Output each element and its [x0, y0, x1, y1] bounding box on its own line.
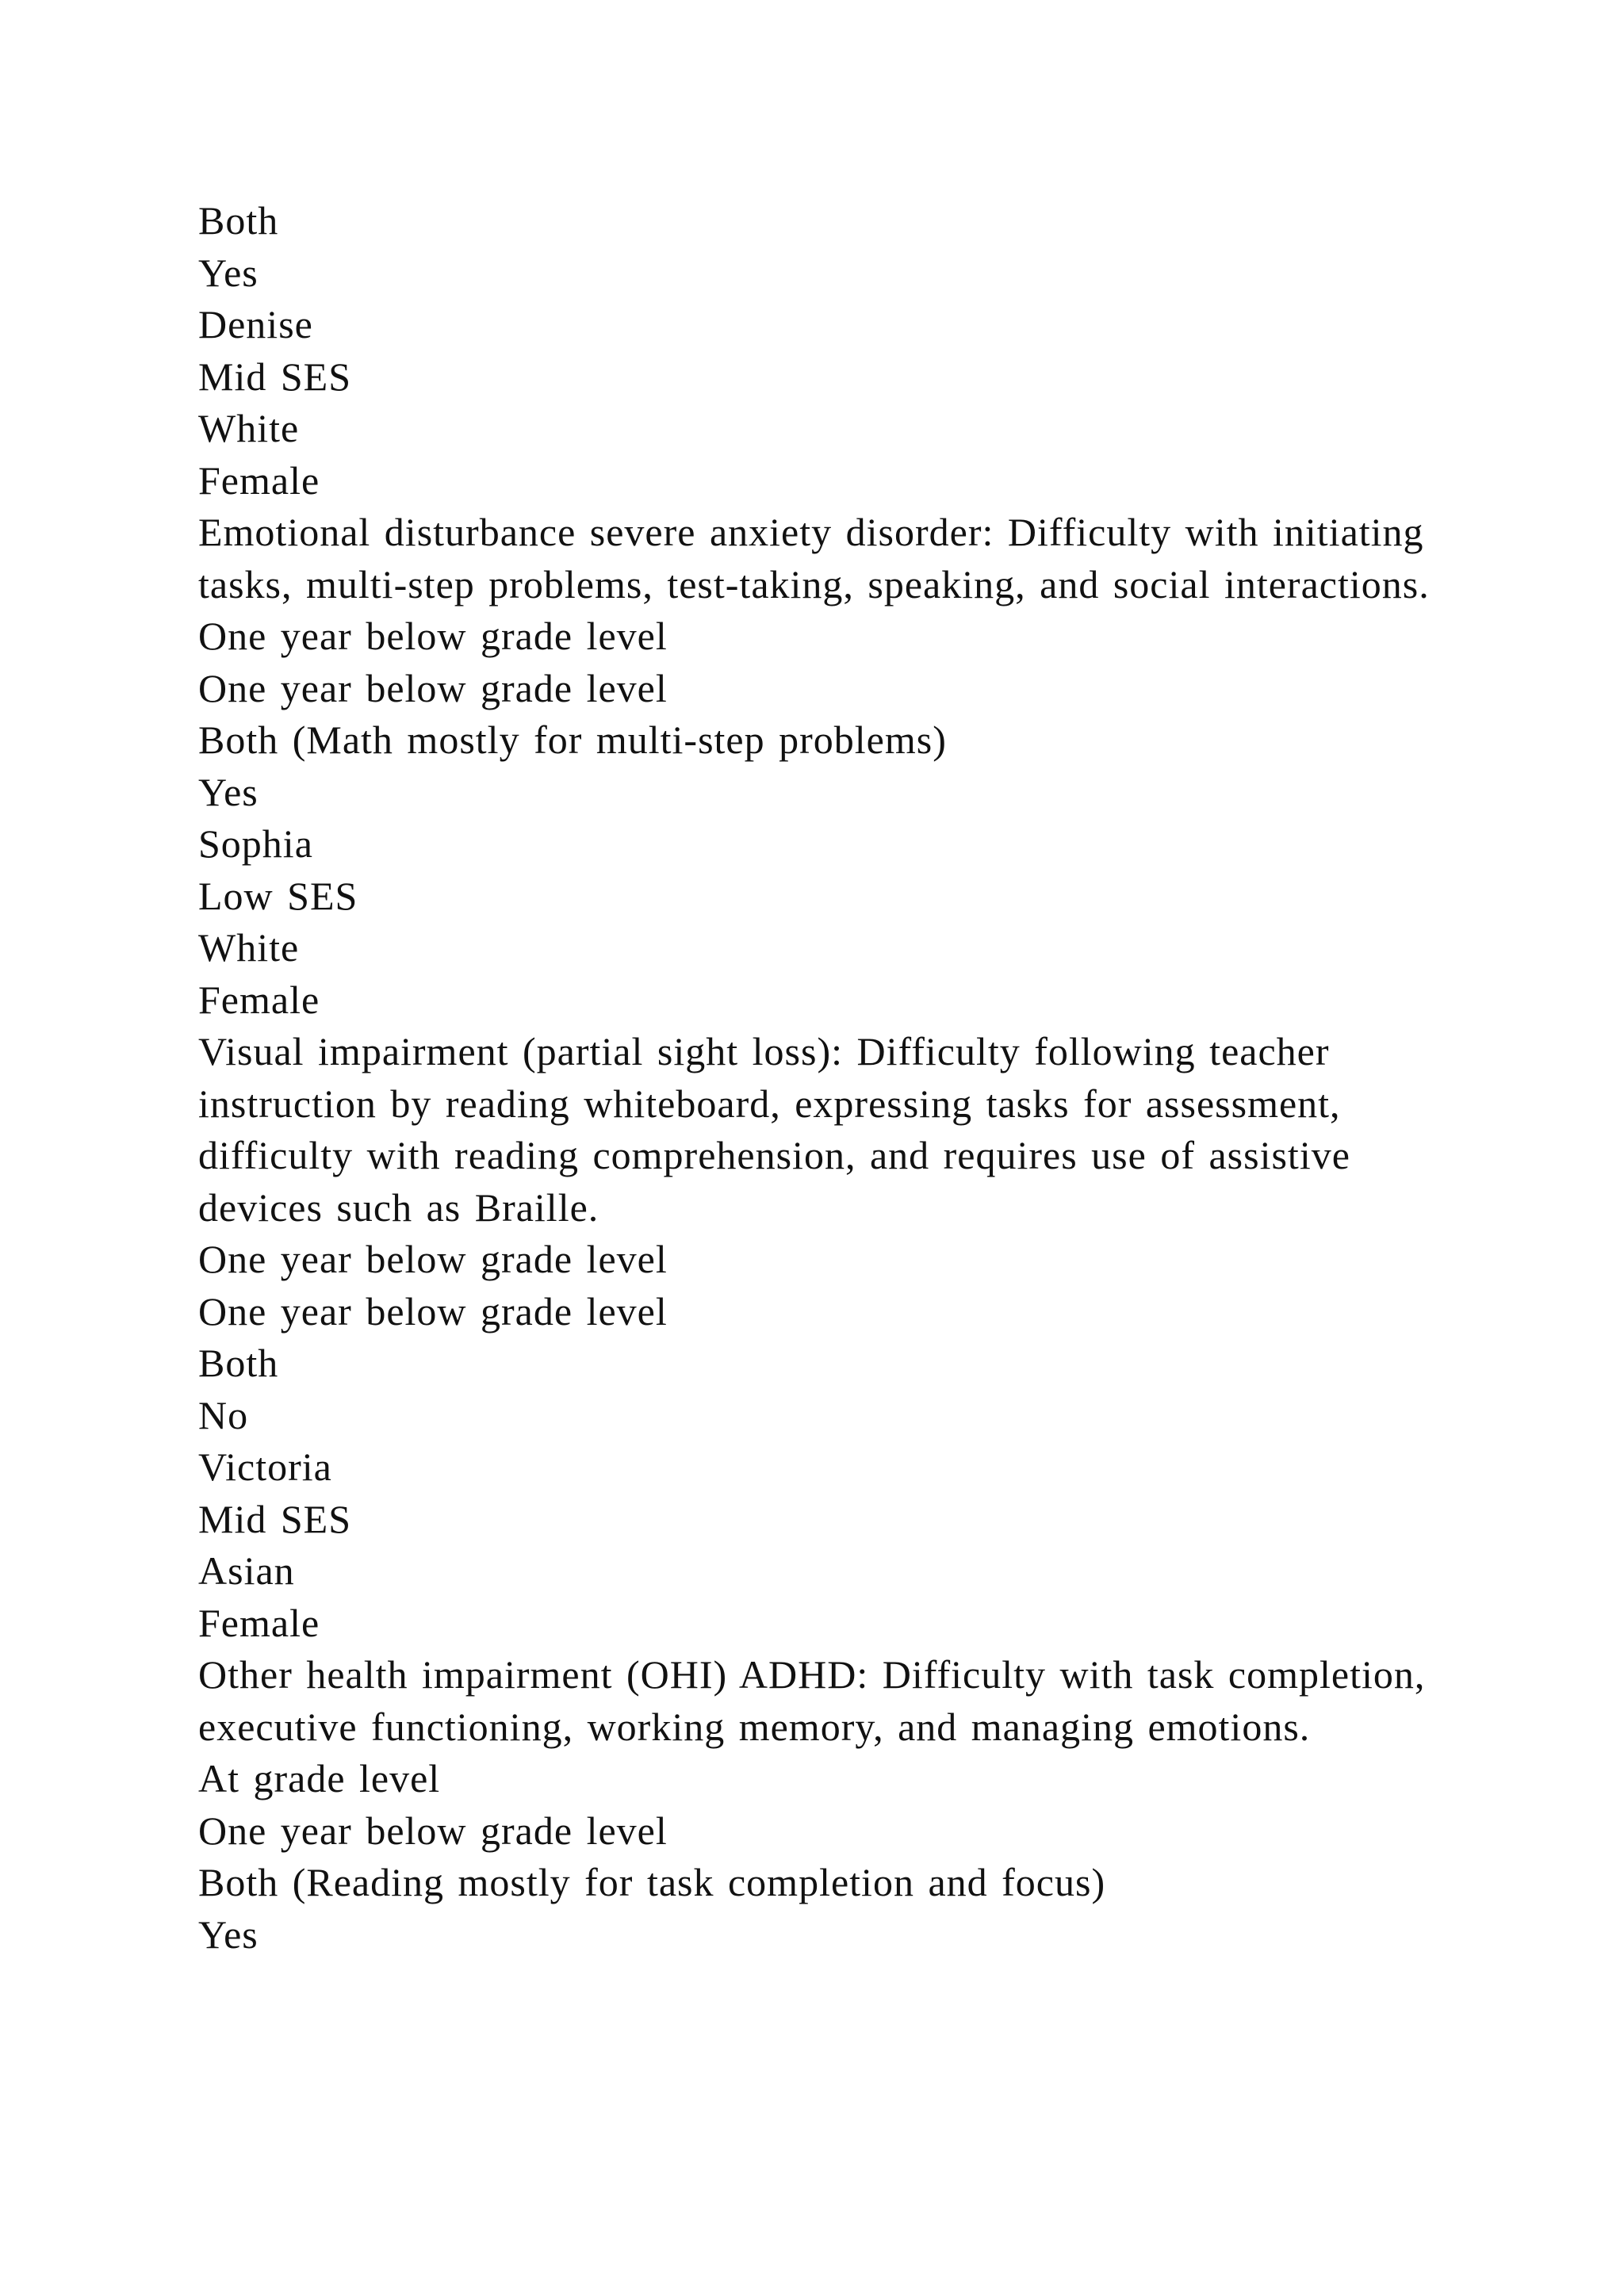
- text-line: One year below grade level: [198, 665, 668, 710]
- text-line: White: [198, 925, 300, 970]
- text-line: Denise: [198, 302, 313, 346]
- text-line: Both: [198, 1341, 279, 1385]
- text-line: Both: [198, 198, 279, 243]
- text-line: White: [198, 406, 300, 450]
- text-line: Low SES: [198, 873, 358, 918]
- text-line: Victoria: [198, 1445, 332, 1489]
- text-line: Mid SES: [198, 1496, 352, 1541]
- text-line: One year below grade level: [198, 614, 668, 658]
- text-line: Both (Math mostly for multi-step problems): [198, 718, 947, 762]
- text-line: Mid SES: [198, 354, 352, 399]
- text-line: Yes: [198, 1911, 259, 1957]
- text-line: One year below grade level: [198, 1237, 668, 1281]
- text-paragraph: Visual impairment (partial sight loss): Difficulty following teacher instruction by reading whiteboard, expressing tasks for assessment, difficulty with reading comprehension, and requires use of assistive devices such as Braille.: [198, 1029, 1350, 1230]
- text-line: Yes: [198, 250, 259, 295]
- document-body: [198, 195, 1435, 1961]
- text-paragraph: Other health impairment (OHI) ADHD: Difficulty with task completion, executive functioning, working memory, and managing emotions.: [198, 1652, 1426, 1749]
- text-line: Sophia: [198, 821, 313, 866]
- text-line: Female: [198, 977, 320, 1022]
- text-line: At grade level: [198, 1756, 441, 1800]
- text-line: Female: [198, 1600, 320, 1645]
- text-line: No: [198, 1392, 249, 1437]
- text-line: One year below grade level: [198, 1288, 668, 1334]
- text-line: Asian: [198, 1548, 295, 1593]
- text-line: One year below grade level: [198, 1808, 668, 1853]
- text-line: Both (Reading mostly for task completion and focus): [198, 1860, 1106, 1904]
- text-paragraph: Emotional disturbance severe anxiety disorder: Difficulty with initiating tasks, multi-step problems, test-taking, speaking, and social interactions.: [198, 510, 1430, 607]
- text-line: Female: [198, 457, 320, 503]
- text-line: Yes: [198, 769, 259, 814]
